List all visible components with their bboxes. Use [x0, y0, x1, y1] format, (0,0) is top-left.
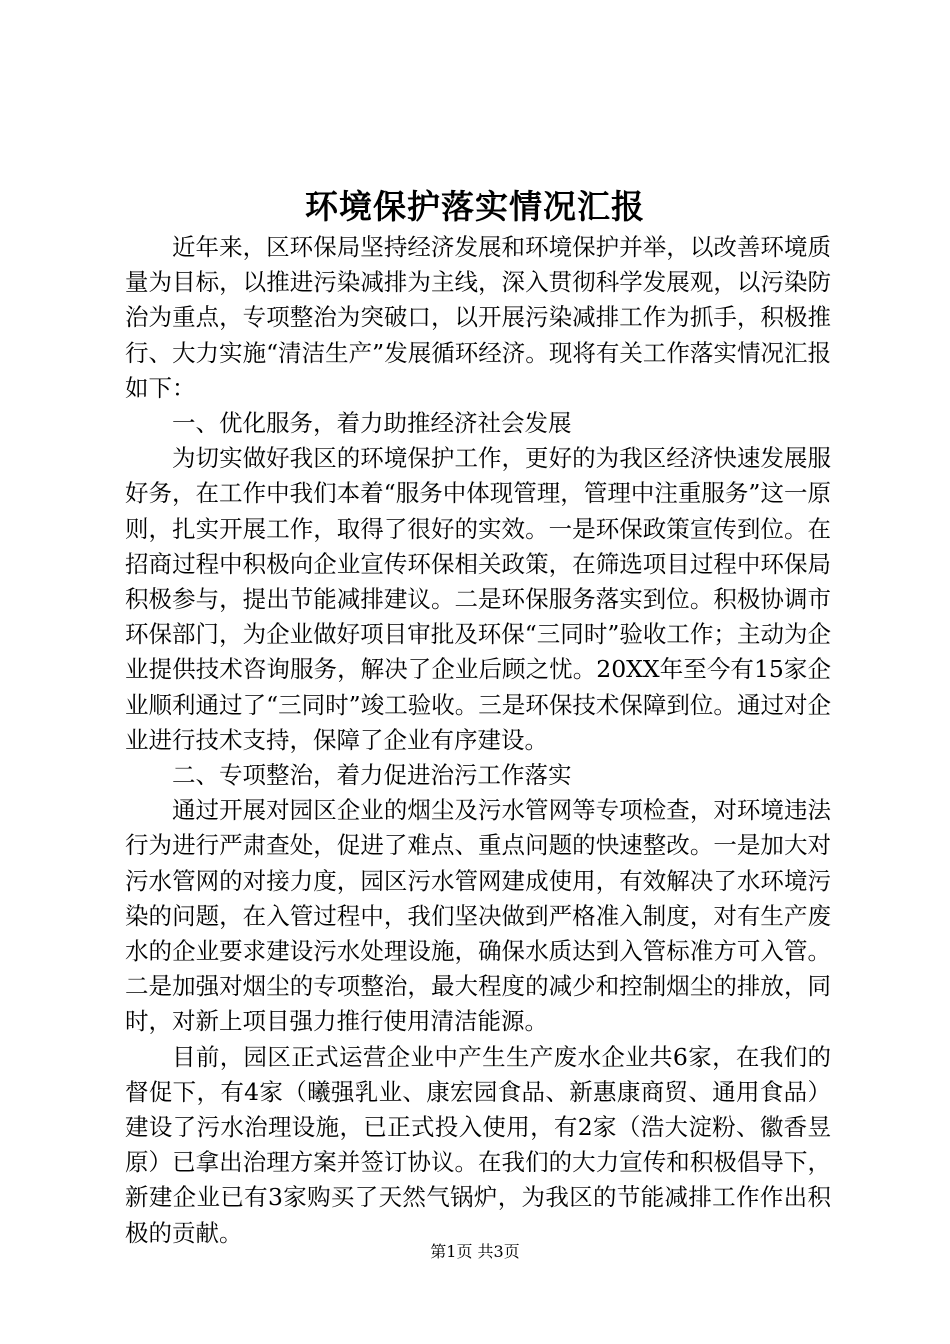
- paragraph-section-1: 为切实做好我区的环境保护工作，更好的为我区经济快速发展服好务，在工作中我们本着“服务中体现管理，管理中注重服务”这一原则，扎实开展工作，取得了很好的实效。一是环保政策宣传到位。在招商过程中积极向企业宣传环保相关政策，在筛选项目过程中环保局积极参与，提出节能减排建议。二是环保服务落实到位。积极协调市环保部门，为企业做好项目审批及环保“三同时”验收工作；主动为企业提供技术咨询服务，解决了企业后顾之忧。20XX年至今有15家企业顺利通过了“三同时”竣工验收。三是环保技术保障到位。通过对企业进行技术支持，保障了企业有序建设。: [125, 444, 831, 754]
- section-heading-2: 二、专项整治，着力促进治污工作落实: [172, 761, 572, 790]
- paragraph-intro: 近年来，区环保局坚持经济发展和环境保护并举，以改善环境质量为目标，以推进污染减排为主线，深入贯彻科学发展观，以污染防治为重点，专项整治为突破口，以开展污染减排工作为抓手，积极推行、大力实施“清洁生产”发展循环经济。现将有关工作落实情况汇报如下：: [125, 233, 831, 402]
- document-body: [125, 230, 831, 1251]
- paragraph-section-2: 通过开展对园区企业的烟尘及污水管网等专项检查，对环境违法行为进行严肃查处，促进了难点、重点问题的快速整改。一是加大对污水管网的对接力度，园区污水管网建成使用，有效解决了水环境污染的问题，在入管过程中，我们坚决做到严格准入制度，对有生产废水的企业要求建设污水处理设施，确保水质达到入管标准方可入管。二是加强对烟尘的专项整治，最大程度的减少和控制烟尘的排放，同时，对新上项目强力推行使用清洁能源。: [125, 796, 831, 1036]
- paragraph-current-status: 目前，园区正式运营企业中产生生产废水企业共6家，在我们的督促下，有4家（曦强乳业、康宏园食品、新惠康商贸、通用食品）建设了污水治理设施，已正式投入使用，有2家（浩大淀粉、徽香昱原）已拿出治理方案并签订协议。在我们的大力宣传和积极倡导下，新建企业已有3家购买了天然气锅炉，为我区的节能减排工作作出积极的贡献。: [125, 1042, 831, 1247]
- document-title: 环境保护落实情况汇报: [305, 187, 645, 226]
- page-number-footer: 第1页 共3页: [430, 1242, 520, 1261]
- section-heading-1: 一、优化服务，着力助推经济社会发展: [172, 409, 572, 438]
